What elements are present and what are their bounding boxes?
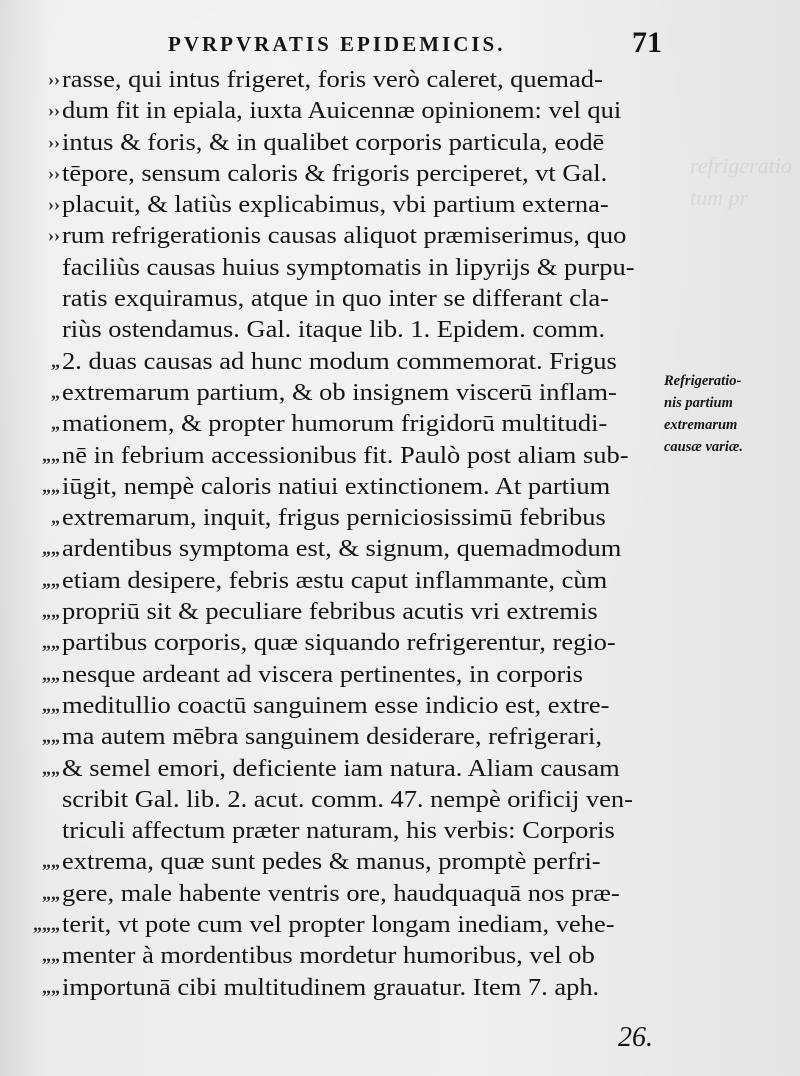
line-text: meditullio coactū sanguinem esse indicio est, extre- [62, 691, 610, 719]
line-text: iūgit, nempè caloris natiui extinctionem. At partium [62, 472, 611, 500]
quotation-mark: „„ [42, 601, 60, 622]
text-line [18, 753, 678, 784]
line-text: placuit, & latiùs explicabimus, vbi partium externa- [62, 191, 609, 219]
line-text: scribit Gal. lib. 2. acut. comm. 47. nempè orificij ven- [62, 785, 633, 813]
marginal-note-line: Refrigeratio- [664, 373, 742, 389]
line-text: extrema, quæ sunt pedes & manus, promptè perfri- [62, 848, 601, 876]
quotation-mark: „„ [42, 851, 60, 872]
text-line [18, 408, 678, 439]
line-text: riùs ostendamus. Gal. itaque lib. 1. Epidem. comm. [62, 316, 606, 344]
running-head: PVRPVRATIS EPIDEMICIS. [168, 32, 506, 56]
quotation-mark: ›› [48, 100, 60, 121]
text-line [18, 189, 678, 220]
text-line [18, 815, 678, 846]
text-line [18, 878, 678, 909]
line-text: mationem, & propter humorum frigidorū multitudi- [62, 410, 608, 438]
text-line [18, 940, 678, 971]
text-line [18, 95, 678, 126]
text-line [18, 377, 678, 408]
text-line [18, 346, 678, 377]
text-line [18, 627, 678, 658]
line-text: terit, vt pote cum vel propter longam inediam, vehe- [62, 911, 615, 939]
text-line [18, 283, 678, 314]
page-header [0, 26, 800, 66]
quotation-mark: ›› [48, 69, 60, 89]
line-text: & semel emori, deficiente iam natura. Aliam causam [62, 754, 620, 782]
quotation-mark: „„ [42, 538, 60, 559]
text-line [18, 127, 678, 158]
quotation-mark: „ [51, 507, 60, 528]
text-line [18, 158, 678, 189]
quotation-mark: „„ [42, 945, 60, 966]
text-line [18, 690, 678, 721]
line-text: 2. duas causas ad hunc modum commemorat. Frigus [62, 347, 617, 375]
quotation-mark: „„ [42, 976, 60, 997]
quotation-mark: „„ [42, 694, 60, 715]
text-line [18, 565, 678, 596]
quotation-mark: „ [51, 413, 60, 434]
quotation-mark: „„ [42, 569, 60, 590]
line-text: importunā cibi multitudinem grauatur. Item 7. aph. [62, 973, 600, 1001]
line-text: tēpore, sensum caloris & frigoris perciperet, vt Gal. [62, 159, 608, 187]
line-text: extremarum, inquit, frigus perniciosissimū febribus [62, 504, 606, 532]
line-text: rum refrigerationis causas aliquot præmiserimus, quo [62, 222, 627, 250]
line-text: propriū sit & peculiare febribus acutis vri extremis [62, 598, 598, 626]
line-text: intus & foris, & in qualibet corporis particula, eodē [62, 128, 605, 156]
line-text: gere, male habente ventris ore, haudquaquā nos præ- [62, 879, 620, 907]
line-text: dum fit in epiala, iuxta Auicennæ opinionem: vel qui [62, 97, 622, 125]
text-line [18, 533, 678, 564]
line-text: ratis exquiramus, atque in quo inter se differant cla- [62, 285, 609, 313]
text-line [18, 314, 678, 345]
marginal-note-line: causæ variæ. [664, 439, 743, 455]
marginal-note [664, 370, 794, 458]
line-text: nesque ardeant ad viscera pertinentes, in corporis [62, 660, 583, 688]
line-text: partibus corporis, quæ siquando refrigerentur, regio- [62, 629, 616, 657]
text-line [18, 471, 678, 502]
line-text: rasse, qui intus frigeret, foris verò caleret, quemad- [62, 66, 603, 93]
quotation-mark: „„ [42, 882, 60, 903]
text-line [18, 972, 678, 1003]
line-text: ma autem mēbra sanguinem desiderare, refrigerari, [62, 723, 602, 751]
quotation-mark: ›› [48, 194, 60, 215]
marginal-note-line: extremarum [664, 417, 738, 433]
line-text: nē in febrium accessionibus fit. Paulò post aliam sub- [62, 441, 629, 469]
quotation-mark: „„ [42, 663, 60, 684]
quotation-mark: ›› [48, 162, 60, 183]
text-line [18, 440, 678, 471]
quotation-mark: „„ [42, 757, 60, 778]
line-text: etiam desipere, febris æstu caput inflammante, cùm [62, 566, 608, 594]
text-line [18, 784, 678, 815]
line-text: extremarum partium, & ob insignem viscerū inflam- [62, 378, 617, 406]
quotation-mark: „ [51, 381, 60, 402]
quotation-mark: „„ [42, 632, 60, 653]
marginal-note-line: nis partium [664, 395, 733, 411]
line-text: triculi affectum præter naturam, his verbis: Corporis [62, 817, 615, 845]
line-text: menter à mordentibus mordetur humoribus, vel ob [62, 942, 595, 970]
quotation-mark: „ [51, 350, 60, 371]
text-line [18, 64, 678, 95]
line-text: ardentibus symptoma est, & signum, quemadmodum [62, 535, 622, 563]
quotation-mark: „„„ [33, 914, 60, 935]
text-line [18, 502, 678, 533]
text-line [18, 846, 678, 877]
text-line [18, 596, 678, 627]
text-line [18, 252, 678, 283]
line-text: faciliùs causas huius symptomatis in lipyrijs & purpu- [62, 253, 635, 281]
quotation-mark: ›› [48, 131, 60, 152]
text-line [18, 721, 678, 752]
main-text-block [18, 64, 678, 1003]
text-line [18, 220, 678, 251]
bleed-through-text: refrigeratio tum pr [690, 153, 792, 210]
page-number: 71 [632, 26, 662, 59]
text-line [18, 909, 678, 940]
text-line [18, 659, 678, 690]
quotation-mark: „„ [42, 475, 60, 496]
quotation-mark: „„ [42, 444, 60, 465]
quotation-mark: ›› [48, 225, 60, 246]
quotation-mark: „„ [42, 726, 60, 747]
catchword: 26. [618, 1022, 653, 1053]
